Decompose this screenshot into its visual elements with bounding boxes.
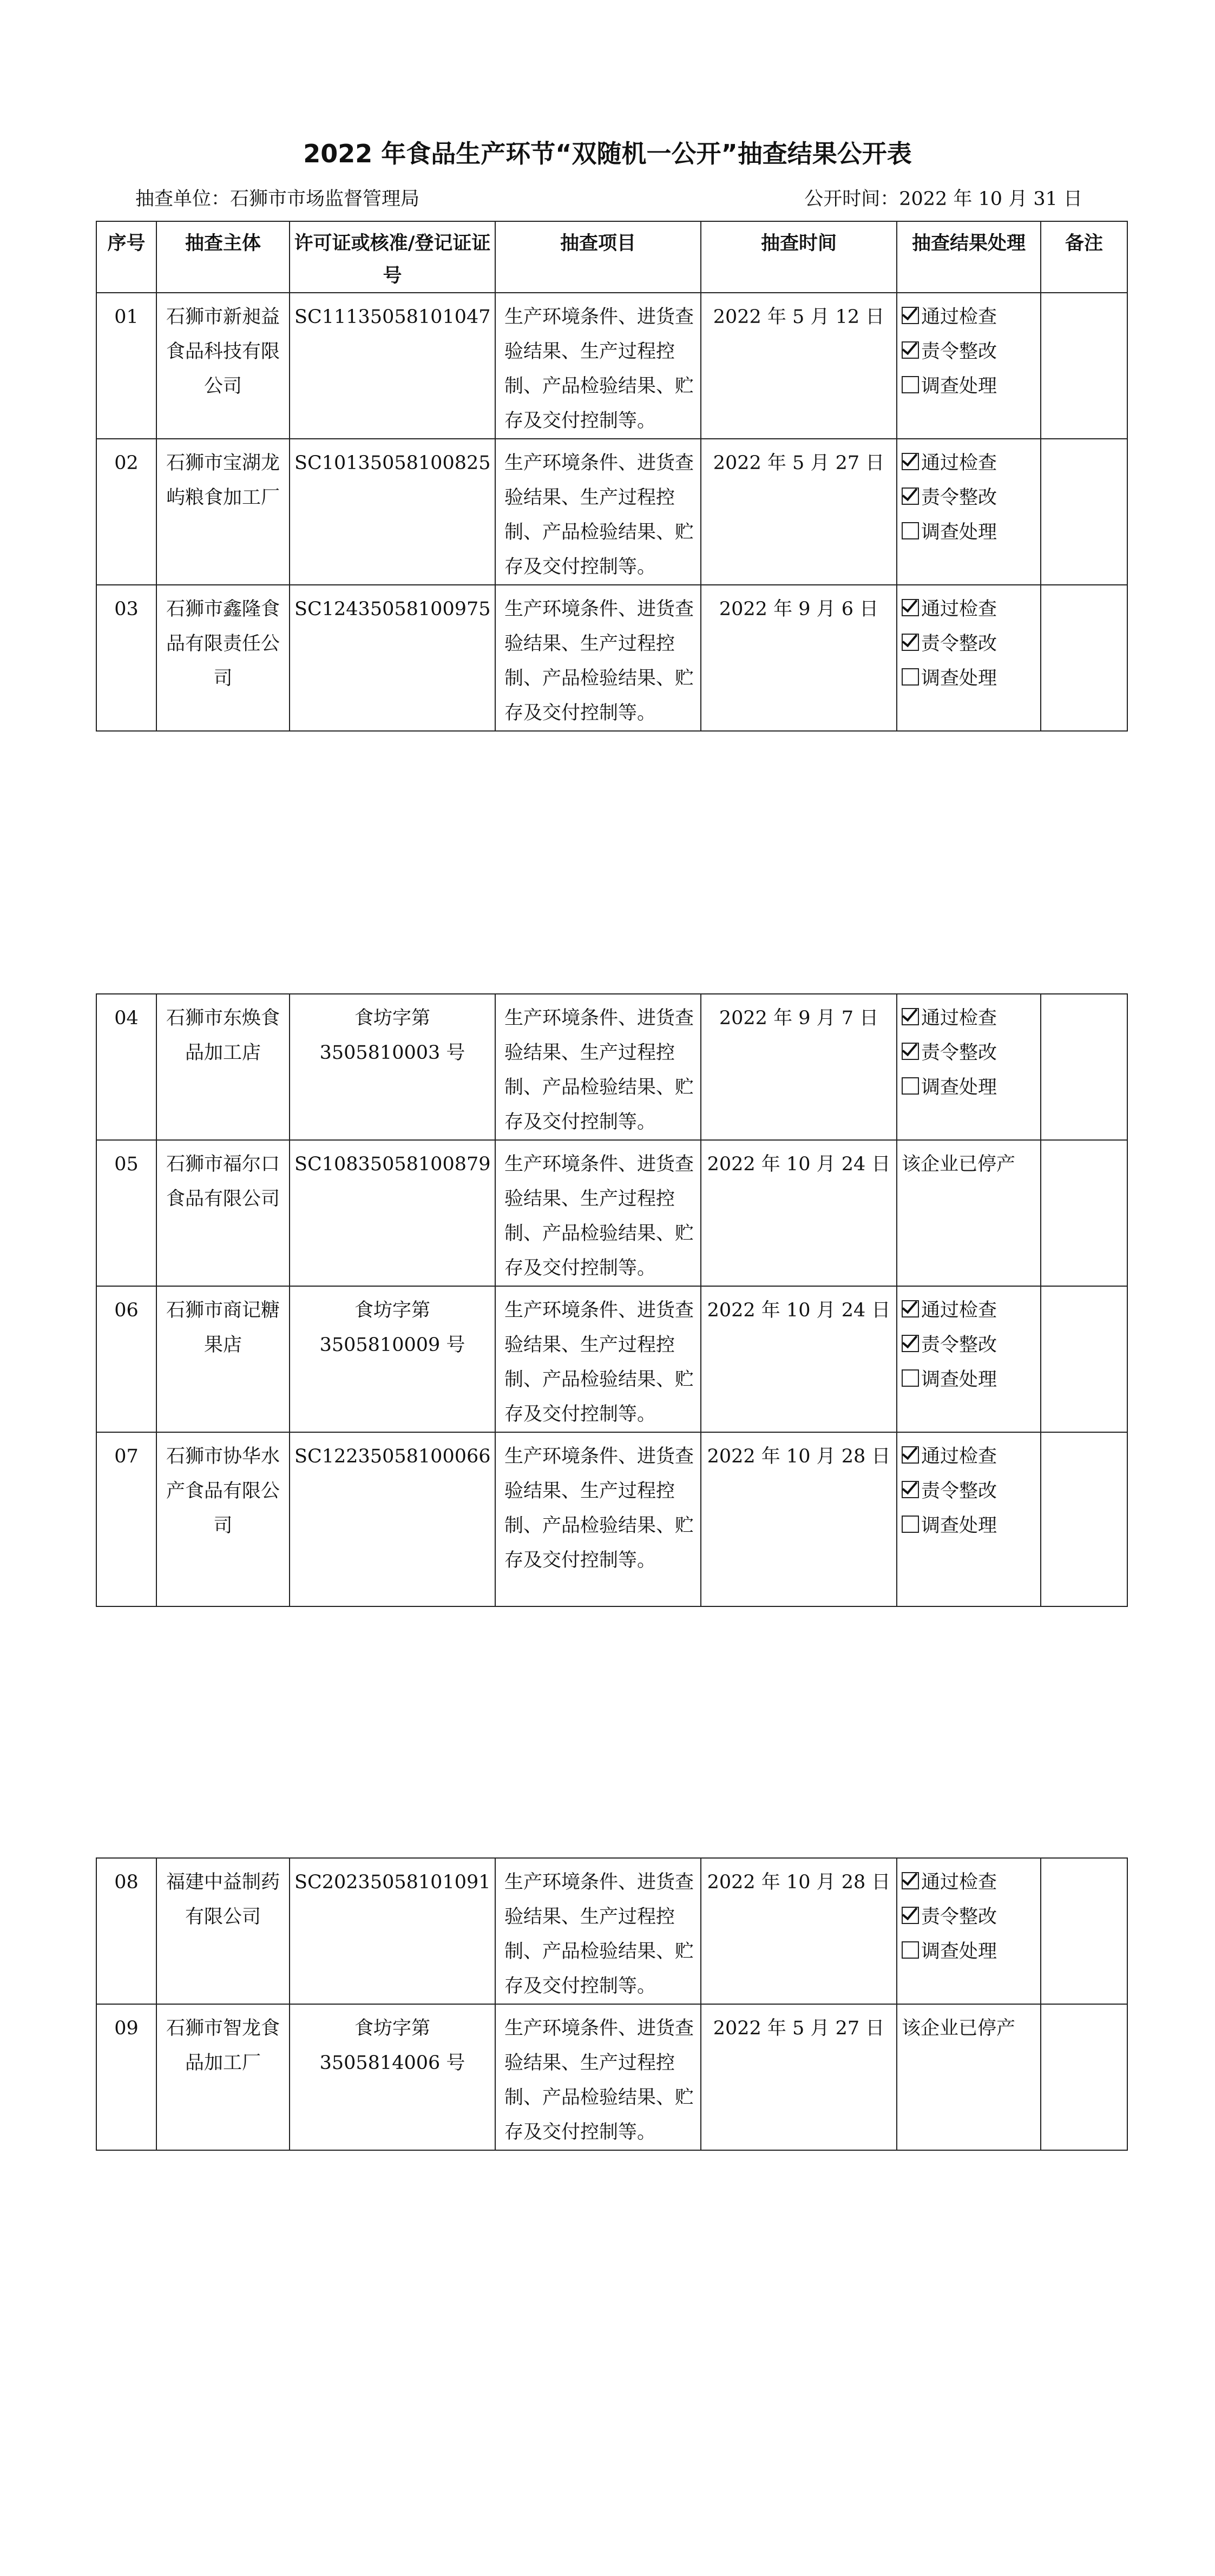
checked-box-icon xyxy=(902,1446,919,1464)
checked-box-icon xyxy=(902,341,919,359)
row-result xyxy=(897,1140,1041,1286)
result-option xyxy=(902,446,1036,480)
row-subject: 石狮市东焕食品加工店 xyxy=(156,994,290,1140)
row-result xyxy=(897,293,1041,439)
result-option-label: 通过检查 xyxy=(921,1007,997,1029)
result-option xyxy=(902,1293,1036,1328)
row-no: 06 xyxy=(96,1286,156,1432)
result-option xyxy=(902,1474,1036,1508)
table-row xyxy=(96,1858,1127,2004)
row-license: SC12435058100975 xyxy=(290,585,495,731)
result-option xyxy=(902,1001,1036,1036)
row-no: 02 xyxy=(96,439,156,585)
row-time: 2022 年 5 月 12 日 xyxy=(701,293,897,439)
row-result xyxy=(897,1858,1041,2004)
result-option-label: 调查处理 xyxy=(921,1941,997,1962)
table-row xyxy=(96,1432,1127,1606)
result-option-label: 调查处理 xyxy=(921,522,997,543)
unchecked-box-icon xyxy=(902,376,919,393)
result-option xyxy=(902,480,1036,515)
table-row xyxy=(96,2004,1127,2150)
row-time: 2022 年 10 月 28 日 xyxy=(701,1432,897,1606)
row-remark xyxy=(1041,1858,1127,2004)
header-license: 许可证或核准/登记证证号 xyxy=(290,221,495,293)
row-remark xyxy=(1041,1432,1127,1606)
result-option-label: 责令整改 xyxy=(921,1906,997,1928)
results-table-1 xyxy=(96,221,1128,732)
checked-box-icon xyxy=(902,599,919,616)
checked-box-icon xyxy=(902,453,919,470)
row-items: 生产环境条件、进货查验结果、生产过程控制、产品检验结果、贮存及交付控制等。 xyxy=(495,1140,701,1286)
row-license: SC11135058101047 xyxy=(290,293,495,439)
result-option-label: 调查处理 xyxy=(921,1515,997,1537)
row-no: 08 xyxy=(96,1858,156,2004)
row-license: SC10135058100825 xyxy=(290,439,495,585)
checked-box-icon xyxy=(902,634,919,651)
row-items: 生产环境条件、进货查验结果、生产过程控制、产品检验结果、贮存及交付控制等。 xyxy=(495,439,701,585)
result-option xyxy=(902,592,1036,627)
table-row xyxy=(96,585,1127,731)
result-option-label: 调查处理 xyxy=(921,1077,997,1098)
row-license: 食坊字第 3505810009 号 xyxy=(290,1286,495,1432)
result-option xyxy=(902,334,1036,369)
row-result xyxy=(897,2004,1041,2150)
result-option-label: 通过检查 xyxy=(921,452,997,474)
unchecked-box-icon xyxy=(902,1077,919,1095)
row-subject: 福建中益制药有限公司 xyxy=(156,1858,290,2004)
row-remark xyxy=(1041,1140,1127,1286)
checked-box-icon xyxy=(902,1300,919,1317)
result-option xyxy=(902,661,1036,696)
row-result xyxy=(897,1432,1041,1606)
row-license: 食坊字第 3505814006 号 xyxy=(290,2004,495,2150)
row-time: 2022 年 10 月 24 日 xyxy=(701,1286,897,1432)
result-option-label: 通过检查 xyxy=(921,598,997,620)
result-option xyxy=(902,627,1036,661)
row-time: 2022 年 5 月 27 日 xyxy=(701,2004,897,2150)
checked-box-icon xyxy=(902,1481,919,1498)
row-items: 生产环境条件、进货查验结果、生产过程控制、产品检验结果、贮存及交付控制等。 xyxy=(495,293,701,439)
result-option-label: 责令整改 xyxy=(921,633,997,655)
results-table-2 xyxy=(96,993,1128,1607)
row-time: 2022 年 5 月 27 日 xyxy=(701,439,897,585)
row-no: 09 xyxy=(96,2004,156,2150)
row-no: 01 xyxy=(96,293,156,439)
header-no: 序号 xyxy=(96,221,156,293)
result-option xyxy=(902,1070,1036,1105)
result-option-label: 通过检查 xyxy=(921,306,997,328)
row-result xyxy=(897,994,1041,1140)
row-items: 生产环境条件、进货查验结果、生产过程控制、产品检验结果、贮存及交付控制等。 xyxy=(495,1432,701,1606)
header-subject: 抽查主体 xyxy=(156,221,290,293)
checked-box-icon xyxy=(902,1043,919,1060)
result-option xyxy=(902,1508,1036,1543)
row-time: 2022 年 10 月 24 日 xyxy=(701,1140,897,1286)
result-option xyxy=(902,1328,1036,1362)
row-license: SC12235058100066 xyxy=(290,1432,495,1606)
result-option xyxy=(902,1439,1036,1474)
result-option xyxy=(902,1865,1036,1900)
row-items: 生产环境条件、进货查验结果、生产过程控制、产品检验结果、贮存及交付控制等。 xyxy=(495,585,701,731)
row-remark xyxy=(1041,1286,1127,1432)
header-time: 抽查时间 xyxy=(701,221,897,293)
unchecked-box-icon xyxy=(902,668,919,686)
results-table-3 xyxy=(96,1857,1128,2151)
unchecked-box-icon xyxy=(902,1369,919,1387)
result-option-label: 责令整改 xyxy=(921,1042,997,1064)
checked-box-icon xyxy=(902,1008,919,1025)
result-option-label: 调查处理 xyxy=(921,1369,997,1391)
unchecked-box-icon xyxy=(902,522,919,539)
checked-box-icon xyxy=(902,1335,919,1352)
result-text: 该企业已停产 xyxy=(902,2018,1016,2039)
row-subject: 石狮市福尔口食品有限公司 xyxy=(156,1140,290,1286)
publish-time: 公开时间：2022 年 10 月 31 日 xyxy=(804,188,1082,210)
row-license: SC10835058100879 xyxy=(290,1140,495,1286)
result-option xyxy=(902,1036,1036,1070)
row-items: 生产环境条件、进货查验结果、生产过程控制、产品检验结果、贮存及交付控制等。 xyxy=(495,2004,701,2150)
result-option-label: 责令整改 xyxy=(921,1480,997,1502)
result-option xyxy=(902,369,1036,404)
result-option-label: 责令整改 xyxy=(921,487,997,509)
result-option xyxy=(902,300,1036,334)
table-row xyxy=(96,994,1127,1140)
row-no: 07 xyxy=(96,1432,156,1606)
row-no: 03 xyxy=(96,585,156,731)
result-option xyxy=(902,1362,1036,1397)
result-option xyxy=(902,1934,1036,1969)
row-remark xyxy=(1041,293,1127,439)
checked-box-icon xyxy=(902,487,919,505)
row-no: 05 xyxy=(96,1140,156,1286)
table-row xyxy=(96,439,1127,585)
result-option-label: 调查处理 xyxy=(921,668,997,689)
row-items: 生产环境条件、进货查验结果、生产过程控制、产品检验结果、贮存及交付控制等。 xyxy=(495,1286,701,1432)
checked-box-icon xyxy=(902,1907,919,1924)
row-subject: 石狮市鑫隆食品有限责任公司 xyxy=(156,585,290,731)
row-subject: 石狮市宝湖龙屿粮食加工厂 xyxy=(156,439,290,585)
result-option-label: 责令整改 xyxy=(921,1334,997,1356)
row-time: 2022 年 9 月 6 日 xyxy=(701,585,897,731)
checked-box-icon xyxy=(902,1872,919,1889)
row-remark xyxy=(1041,439,1127,585)
result-option-label: 通过检查 xyxy=(921,1300,997,1321)
row-items: 生产环境条件、进货查验结果、生产过程控制、产品检验结果、贮存及交付控制等。 xyxy=(495,1858,701,2004)
result-option xyxy=(902,1900,1036,1934)
inspection-unit: 抽查单位：石狮市市场监督管理局 xyxy=(135,188,420,210)
row-time: 2022 年 10 月 28 日 xyxy=(701,1858,897,2004)
header-items: 抽查项目 xyxy=(495,221,701,293)
result-text: 该企业已停产 xyxy=(902,1154,1016,1175)
row-subject: 石狮市商记糖果店 xyxy=(156,1286,290,1432)
row-remark xyxy=(1041,994,1127,1140)
header-result: 抽查结果处理 xyxy=(897,221,1041,293)
row-time: 2022 年 9 月 7 日 xyxy=(701,994,897,1140)
checked-box-icon xyxy=(902,307,919,324)
row-result xyxy=(897,585,1041,731)
row-license: 食坊字第 3505810003 号 xyxy=(290,994,495,1140)
table-header-row xyxy=(96,221,1127,293)
unchecked-box-icon xyxy=(902,1516,919,1533)
table-row xyxy=(96,293,1127,439)
result-option-label: 通过检查 xyxy=(921,1872,997,1893)
row-result xyxy=(897,439,1041,585)
unchecked-box-icon xyxy=(902,1941,919,1959)
row-license: SC20235058101091 xyxy=(290,1858,495,2004)
row-subject: 石狮市协华水产食品有限公司 xyxy=(156,1432,290,1606)
result-option-label: 调查处理 xyxy=(921,375,997,397)
result-option-label: 通过检查 xyxy=(921,1446,997,1467)
result-option-label: 责令整改 xyxy=(921,341,997,363)
result-option xyxy=(902,515,1036,550)
row-remark xyxy=(1041,2004,1127,2150)
table-row xyxy=(96,1286,1127,1432)
row-items: 生产环境条件、进货查验结果、生产过程控制、产品检验结果、贮存及交付控制等。 xyxy=(495,994,701,1140)
row-subject: 石狮市智龙食品加工厂 xyxy=(156,2004,290,2150)
header-remark: 备注 xyxy=(1041,221,1127,293)
table-row xyxy=(96,1140,1127,1286)
row-result xyxy=(897,1286,1041,1432)
page-title: 2022 年食品生产环节“双随机一公开”抽查结果公开表 xyxy=(303,139,912,168)
row-subject: 石狮市新昶益食品科技有限公司 xyxy=(156,293,290,439)
row-no: 04 xyxy=(96,994,156,1140)
row-remark xyxy=(1041,585,1127,731)
